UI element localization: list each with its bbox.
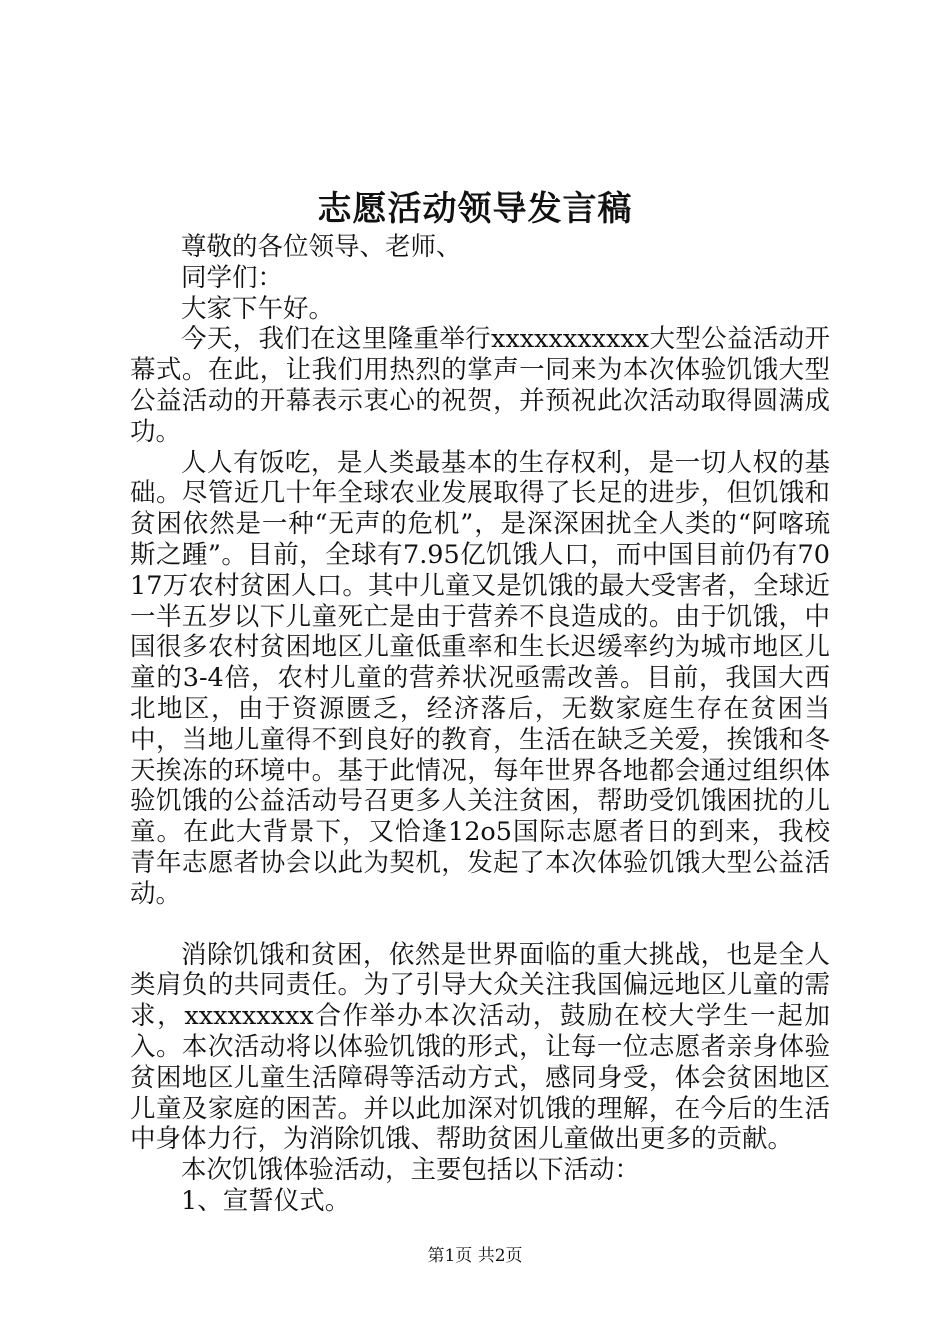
document-body: [130, 232, 830, 1217]
opening-paragraph: 今天，我们在这里隆重举行xxxxxxxxxxx大型公益活动开幕式。在此，让我们用热烈的掌声一同来为本次体验饥饿大型公益活动的开幕表示衷心的祝贺，并预祝此次活动取得圆满成功。: [130, 324, 830, 447]
document-title: 志愿活动领导发言稿: [317, 189, 633, 229]
purpose-paragraph: 消除饥饿和贫困，依然是世界面临的重大挑战，也是全人类肩负的共同责任。为了引导大众关注我国偏远地区儿童的需求，xxxxxxxxx合作举办本次活动，鼓励在校大学生一起加入。本次活动将以体验饥饿的形式，让每一位志愿者亲身体验贫困地区儿童生活障碍等活动方式，感同身受，体会贫困地区儿童及家庭的困苦。并以此加深对饥饿的理解，在今后的生活中身体力行，为消除饥饿、帮助贫困儿童做出更多的贡献。: [130, 939, 830, 1155]
activities-intro-paragraph: 本次饥饿体验活动，主要包括以下活动：: [181, 1155, 641, 1186]
background-paragraph: 人人有饭吃，是人类最基本的生存权利，是一切人权的基础。尽管近几十年全球农业发展取得了长足的进步，但饥饿和贫困依然是一种“无声的危机”，是深深困扰全人类的“阿喀琉斯之踵”。目前，全球有7.95亿饥饿人口，而中国目前仍有7017万农村贫困人口。其中儿童又是饥饿的最大受害者，全球近一半五岁以下儿童死亡是由于营养不良造成的。由于饥饿，中国很多农村贫困地区儿童低重率和生长迟缓率约为城市地区儿童的3-4倍，农村儿童的营养状况亟需改善。目前，我国大西北地区，由于资源匮乏，经济落后，无数家庭生存在贫困当中，当地儿童得不到良好的教育，生活在缺乏关爱，挨饿和冬天挨冻的环境中。基于此情况，每年世界各地都会通过组织体验饥饿的公益活动号召更多人关注贫困，帮助受饥饿困扰的儿童。在此大背景下，又恰逢12o5国际志愿者日的到来，我校青年志愿者协会以此为契机，发起了本次体验饥饿大型公益活动。: [130, 447, 830, 909]
greeting-paragraph: 大家下午好。: [181, 293, 335, 324]
salutation-line-2: 同学们：: [181, 262, 284, 293]
salutation-line-1: 尊敬的各位领导、老师、: [181, 232, 462, 262]
page-footer: 第1页 共2页: [427, 1246, 523, 1266]
activity-item-1: 1、宣誓仪式。: [181, 1185, 351, 1216]
